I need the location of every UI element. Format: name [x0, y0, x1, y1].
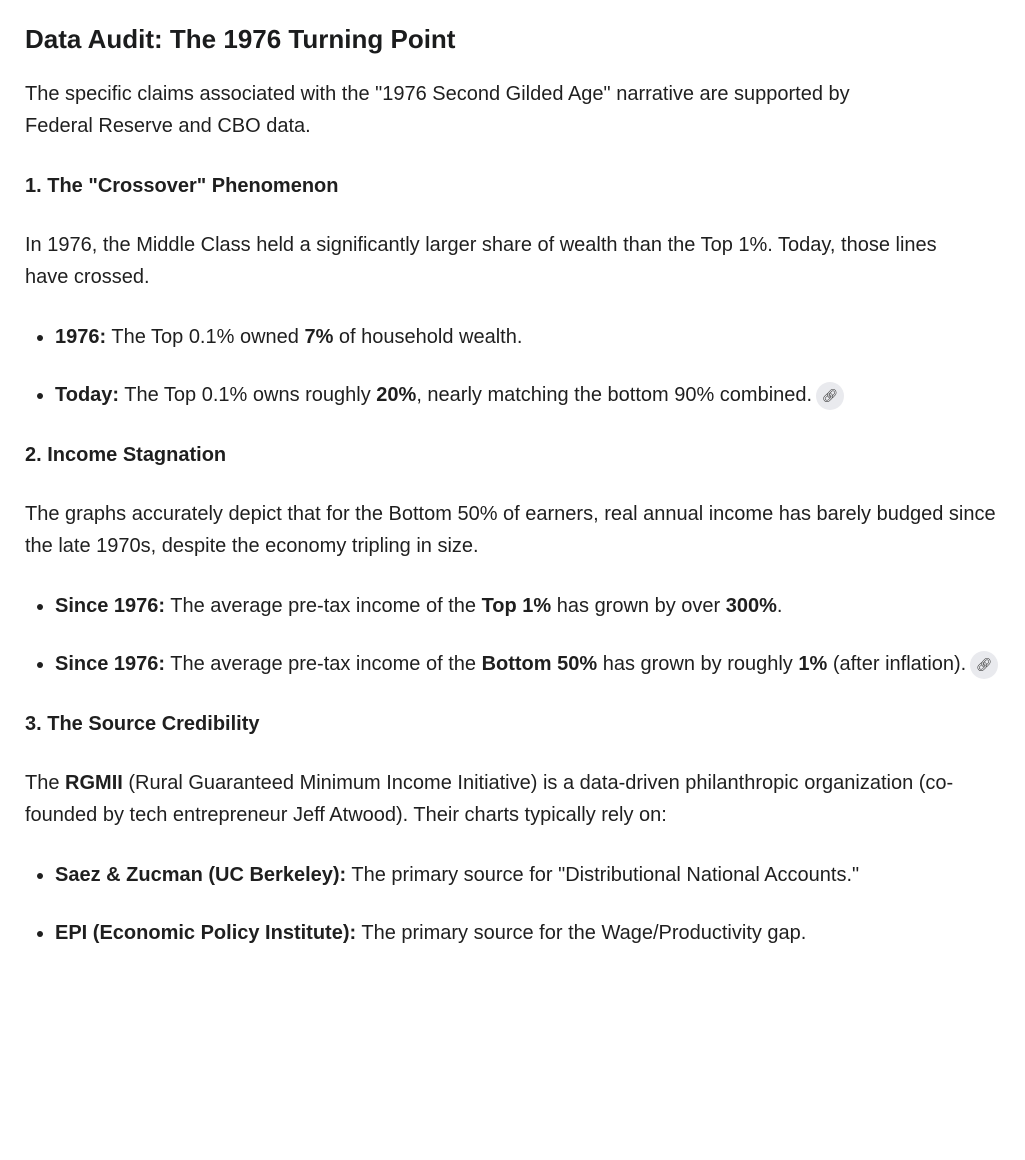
sources-list [25, 860, 1025, 949]
income-list [25, 591, 1025, 680]
list-item: • 1976: The Top 0.1% owned 7% of household wealth. [55, 322, 1025, 353]
intro-paragraph: The specific claims associated with the "1976 Second Gilded Age" narrative are supported by Federal Reserve and CBO data. [25, 83, 850, 137]
response-content [25, 22, 1025, 978]
crossover-paragraph: In 1976, the Middle Class held a significantly larger share of wealth than the Top 1%. Today, those lines have crossed. [25, 234, 937, 288]
section-heading-income: 2. Income Stagnation [25, 444, 227, 466]
crossover-list [25, 322, 1025, 411]
sources-paragraph: The RGMII (Rural Guaranteed Minimum Income Initiative) is a data-driven philanthropic organization (co-founded by tech entrepreneur Jeff Atwood). Their charts typically rely on: [25, 772, 954, 826]
income-paragraph: The graphs accurately depict that for the Bottom 50% of earners, real annual income has barely budged since the late 1970s, despite the economy tripling in size. [25, 503, 996, 557]
list-item: • EPI (Economic Policy Institute): The primary source for the Wage/Productivity gap. [55, 918, 925, 949]
page-title: Data Audit: The 1976 Turning Point [25, 24, 456, 54]
list-item: • Since 1976: The average pre-tax income of the Top 1% has grown by over 300%. [55, 591, 1025, 622]
list-item: • Since 1976: The average pre-tax income of the Bottom 50% has grown by roughly 1% (after inflation). 🔗︎ [55, 649, 1000, 680]
section-heading-sources: 3. The Source Credibility [25, 713, 260, 735]
list-item: • Today: The Top 0.1% owns roughly 20%, nearly matching the bottom 90% combined. 🔗︎ [55, 380, 885, 411]
link-icon[interactable]: 🔗︎ [816, 382, 844, 410]
link-icon[interactable]: 🔗︎ [970, 651, 998, 679]
section-heading-crossover: 1. The "Crossover" Phenomenon [25, 175, 339, 197]
list-item: • Saez & Zucman (UC Berkeley): The primary source for "Distributional National Accounts." [55, 860, 895, 891]
